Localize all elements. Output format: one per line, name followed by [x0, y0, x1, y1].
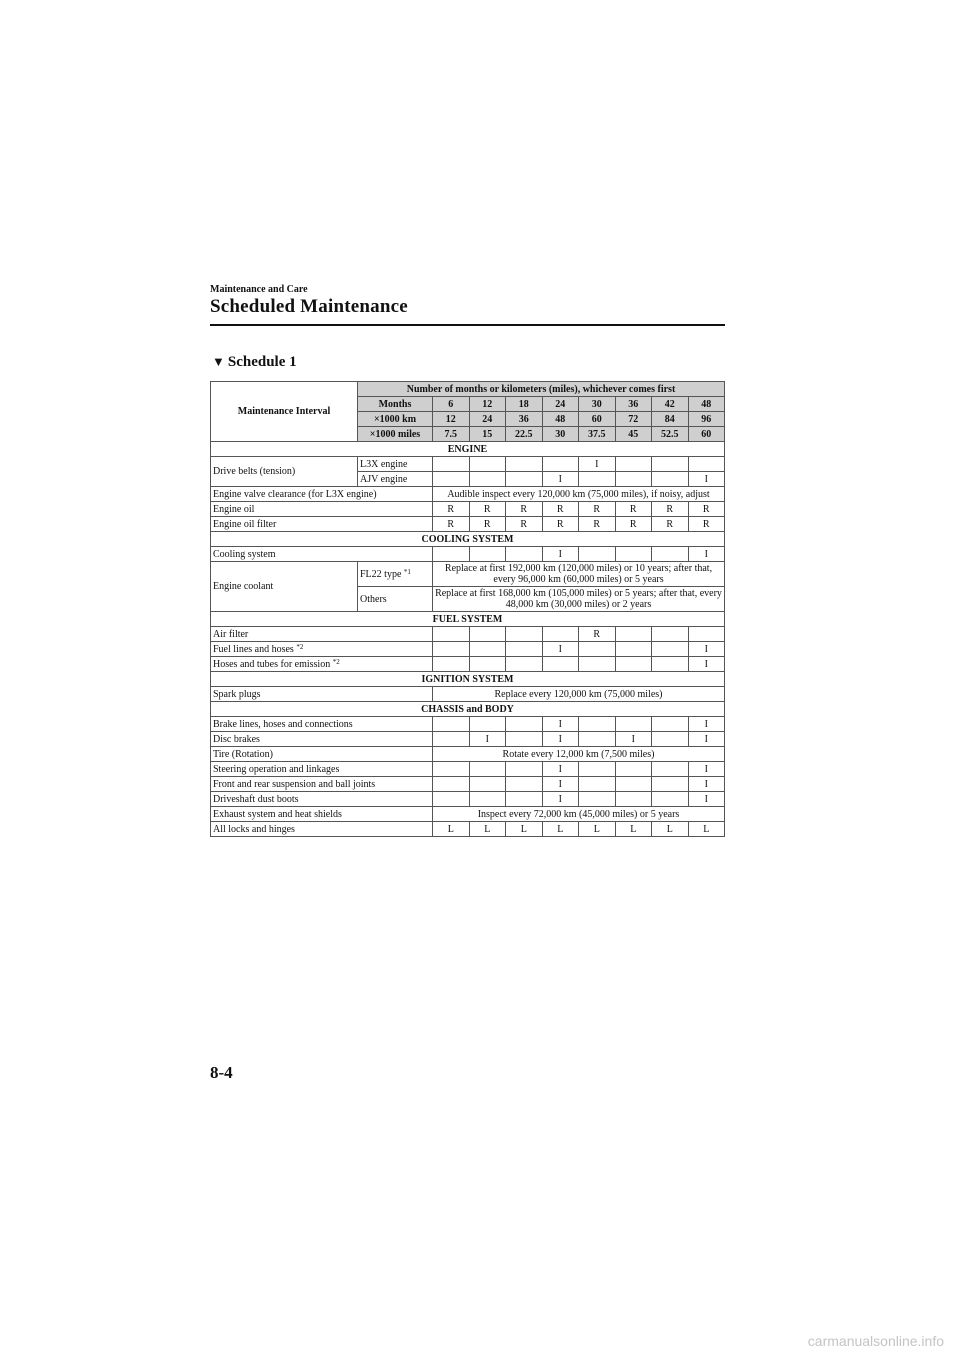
schedule-cell: L — [579, 822, 616, 837]
schedule-cell — [652, 457, 689, 472]
schedule-cell — [506, 732, 543, 747]
section-row-engine — [211, 442, 725, 457]
schedule-cell: I — [615, 732, 652, 747]
schedule-cell — [579, 732, 616, 747]
header-value: 37.5 — [579, 427, 616, 442]
schedule-cell — [433, 732, 470, 747]
schedule-heading — [212, 354, 297, 371]
schedule-cell: L — [469, 822, 506, 837]
header-value: 30 — [579, 397, 616, 412]
schedule-cell: I — [542, 472, 579, 487]
table-row — [211, 777, 725, 792]
header-value: 24 — [469, 412, 506, 427]
schedule-cell: I — [688, 657, 725, 672]
schedule-cell: R — [542, 502, 579, 517]
header-value: 12 — [433, 412, 470, 427]
table-row — [211, 687, 725, 702]
section-heading: IGNITION SYSTEM — [211, 672, 725, 687]
schedule-cell — [506, 762, 543, 777]
schedule-cell: I — [542, 792, 579, 807]
schedule-cell: R — [579, 517, 616, 532]
footnote-mark: *2 — [296, 642, 304, 651]
section-row-fuel — [211, 612, 725, 627]
header-value: 84 — [652, 412, 689, 427]
section-heading: COOLING SYSTEM — [211, 532, 725, 547]
table-row — [211, 717, 725, 732]
maintenance-schedule-table — [210, 381, 725, 837]
schedule-cell — [579, 472, 616, 487]
table-row — [211, 502, 725, 517]
schedule-cell: R — [688, 502, 725, 517]
table-row — [211, 792, 725, 807]
table-row — [211, 547, 725, 562]
schedule-cell: R — [688, 517, 725, 532]
schedule-cell: I — [688, 547, 725, 562]
item-label: All locks and hinges — [211, 822, 433, 837]
schedule-cell — [579, 657, 616, 672]
schedule-note: Audible inspect every 120,000 km (75,000 miles), if noisy, adjust — [433, 487, 725, 502]
schedule-note: Replace at first 168,000 km (105,000 miles) or 5 years; after that, every 48,000 km (30,000 miles) or 2 years — [433, 587, 725, 612]
item-label: Spark plugs — [211, 687, 433, 702]
schedule-cell — [652, 792, 689, 807]
schedule-cell — [542, 457, 579, 472]
item-sublabel: AJV engine — [358, 472, 433, 487]
schedule-cell: R — [615, 502, 652, 517]
schedule-cell: I — [688, 777, 725, 792]
schedule-cell — [652, 627, 689, 642]
header-value: 30 — [542, 427, 579, 442]
table-row — [211, 657, 725, 672]
item-label: Engine coolant — [211, 562, 358, 612]
schedule-cell: R — [433, 517, 470, 532]
schedule-cell: L — [688, 822, 725, 837]
schedule-cell — [506, 717, 543, 732]
interval-caption: Number of months or kilometers (miles), whichever comes first — [358, 382, 725, 397]
schedule-cell: I — [688, 642, 725, 657]
schedule-cell: L — [542, 822, 579, 837]
schedule-note: Inspect every 72,000 km (45,000 miles) or 5 years — [433, 807, 725, 822]
item-label: Steering operation and linkages — [211, 762, 433, 777]
schedule-cell: R — [652, 502, 689, 517]
section-label: Maintenance and Care — [210, 284, 308, 295]
schedule-cell — [506, 472, 543, 487]
header-value: 15 — [469, 427, 506, 442]
item-label: Engine valve clearance (for L3X engine) — [211, 487, 433, 502]
schedule-cell: L — [433, 822, 470, 837]
table-row — [211, 822, 725, 837]
schedule-cell — [469, 792, 506, 807]
schedule-cell — [652, 717, 689, 732]
table-row — [211, 807, 725, 822]
schedule-cell — [469, 457, 506, 472]
schedule-cell: I — [688, 472, 725, 487]
header-unit: Months — [358, 397, 433, 412]
schedule-cell — [433, 642, 470, 657]
schedule-cell — [652, 732, 689, 747]
schedule-cell — [433, 627, 470, 642]
page-number: 8-4 — [210, 1063, 233, 1082]
schedule-cell — [433, 547, 470, 562]
schedule-cell — [615, 717, 652, 732]
schedule-cell — [469, 642, 506, 657]
schedule-cell — [433, 457, 470, 472]
schedule-cell — [433, 762, 470, 777]
header-value: 36 — [615, 397, 652, 412]
schedule-cell: I — [688, 717, 725, 732]
table-row — [211, 562, 725, 587]
schedule-cell — [652, 472, 689, 487]
item-label: Fuel lines and hoses $^{*2}$ — [211, 642, 433, 657]
page-title: Scheduled Maintenance — [210, 296, 408, 317]
schedule-cell — [506, 792, 543, 807]
schedule-cell: I — [542, 547, 579, 562]
header-value: 48 — [688, 397, 725, 412]
table-row — [211, 747, 725, 762]
title-divider — [210, 324, 725, 326]
schedule-cell: I — [542, 762, 579, 777]
schedule-cell: R — [433, 502, 470, 517]
schedule-cell: L — [615, 822, 652, 837]
schedule-cell — [433, 792, 470, 807]
schedule-cell — [688, 457, 725, 472]
header-value: 60 — [688, 427, 725, 442]
schedule-cell — [433, 717, 470, 732]
section-heading: FUEL SYSTEM — [211, 612, 725, 627]
schedule-cell: R — [615, 517, 652, 532]
item-sublabel: L3X engine — [358, 457, 433, 472]
item-sublabel: FL22 type $^{*1}$ — [358, 562, 433, 587]
schedule-cell — [469, 547, 506, 562]
schedule-cell — [542, 657, 579, 672]
schedule-cell — [506, 457, 543, 472]
schedule-cell — [469, 717, 506, 732]
schedule-cell: I — [688, 732, 725, 747]
schedule-cell — [506, 547, 543, 562]
schedule-cell — [506, 657, 543, 672]
header-value: 72 — [615, 412, 652, 427]
header-value: 42 — [652, 397, 689, 412]
schedule-cell — [652, 777, 689, 792]
schedule-cell: R — [506, 502, 543, 517]
section-row-chassis — [211, 702, 725, 717]
header-unit: ×1000 km — [358, 412, 433, 427]
header-value: 22.5 — [506, 427, 543, 442]
table-row — [211, 732, 725, 747]
schedule-cell — [469, 777, 506, 792]
header-unit: ×1000 miles — [358, 427, 433, 442]
schedule-cell: I — [469, 732, 506, 747]
header-value: 18 — [506, 397, 543, 412]
schedule-cell — [652, 642, 689, 657]
item-label: Disc brakes — [211, 732, 433, 747]
schedule-cell — [615, 642, 652, 657]
table-row — [211, 457, 725, 472]
item-label: Drive belts (tension) — [211, 457, 358, 487]
schedule-cell — [615, 547, 652, 562]
item-label: Cooling system — [211, 547, 433, 562]
section-heading: CHASSIS and BODY — [211, 702, 725, 717]
schedule-cell — [579, 642, 616, 657]
header-value: 24 — [542, 397, 579, 412]
item-label: Engine oil — [211, 502, 433, 517]
schedule-cell — [615, 657, 652, 672]
header-value: 48 — [542, 412, 579, 427]
schedule-cell: R — [506, 517, 543, 532]
schedule-cell — [615, 472, 652, 487]
header-value: 7.5 — [433, 427, 470, 442]
schedule-cell — [615, 792, 652, 807]
header-value: 36 — [506, 412, 543, 427]
schedule-cell — [433, 657, 470, 672]
footnote-mark: *1 — [403, 567, 411, 576]
schedule-cell — [469, 472, 506, 487]
schedule-cell — [579, 777, 616, 792]
schedule-cell — [433, 777, 470, 792]
item-sublabel: Others — [358, 587, 433, 612]
schedule-cell: R — [469, 502, 506, 517]
schedule-cell: I — [688, 792, 725, 807]
header-value: 45 — [615, 427, 652, 442]
item-label: Driveshaft dust boots — [211, 792, 433, 807]
schedule-cell — [579, 717, 616, 732]
header-value: 52.5 — [652, 427, 689, 442]
schedule-cell: L — [652, 822, 689, 837]
schedule-cell: I — [542, 777, 579, 792]
schedule-cell — [469, 627, 506, 642]
schedule-cell — [615, 762, 652, 777]
schedule-cell — [652, 547, 689, 562]
schedule-cell: R — [579, 502, 616, 517]
schedule-cell — [506, 777, 543, 792]
section-row-cooling — [211, 532, 725, 547]
schedule-cell — [506, 627, 543, 642]
header-value: 60 — [579, 412, 616, 427]
schedule-cell: R — [579, 627, 616, 642]
schedule-cell: I — [579, 457, 616, 472]
schedule-cell: R — [652, 517, 689, 532]
item-label: Front and rear suspension and ball joints — [211, 777, 433, 792]
schedule-cell — [579, 762, 616, 777]
schedule-cell — [615, 457, 652, 472]
schedule-note: Replace every 120,000 km (75,000 miles) — [433, 687, 725, 702]
footnote-mark: *2 — [332, 657, 340, 666]
schedule-cell: R — [542, 517, 579, 532]
schedule-cell — [542, 627, 579, 642]
triangle-down-icon: ▼ — [212, 354, 225, 369]
item-label: Exhaust system and heat shields — [211, 807, 433, 822]
item-label: Hoses and tubes for emission $^{*2}$ — [211, 657, 433, 672]
header-value: 12 — [469, 397, 506, 412]
section-row-ignition — [211, 672, 725, 687]
schedule-cell — [615, 627, 652, 642]
schedule-cell — [469, 657, 506, 672]
schedule-cell: I — [542, 732, 579, 747]
schedule-cell: R — [469, 517, 506, 532]
schedule-cell — [652, 762, 689, 777]
schedule-cell: L — [506, 822, 543, 837]
item-label: Brake lines, hoses and connections — [211, 717, 433, 732]
table-row — [211, 487, 725, 502]
schedule-cell — [579, 792, 616, 807]
schedule-note: Replace at first 192,000 km (120,000 miles) or 10 years; after that, every 96,000 km (60,000 miles) or 5 years — [433, 562, 725, 587]
table-row — [211, 762, 725, 777]
header-value: 96 — [688, 412, 725, 427]
schedule-heading-label: Schedule 1 — [227, 354, 297, 370]
section-heading: ENGINE — [211, 442, 725, 457]
schedule-cell — [579, 547, 616, 562]
schedule-cell: I — [688, 762, 725, 777]
item-label: Tire (Rotation) — [211, 747, 433, 762]
schedule-cell: I — [542, 642, 579, 657]
schedule-cell — [469, 762, 506, 777]
schedule-cell — [688, 627, 725, 642]
schedule-cell — [506, 642, 543, 657]
table-row — [211, 642, 725, 657]
item-label: Engine oil filter — [211, 517, 433, 532]
header-row — [211, 382, 725, 397]
table-row — [211, 517, 725, 532]
header-value: 6 — [433, 397, 470, 412]
schedule-note: Rotate every 12,000 km (7,500 miles) — [433, 747, 725, 762]
interval-label: Maintenance Interval — [211, 382, 358, 442]
table-row — [211, 627, 725, 642]
schedule-cell — [652, 657, 689, 672]
watermark: carmanualsonline.info — [807, 1333, 944, 1349]
schedule-cell — [433, 472, 470, 487]
schedule-cell: I — [542, 717, 579, 732]
schedule-cell — [615, 777, 652, 792]
item-label: Air filter — [211, 627, 433, 642]
